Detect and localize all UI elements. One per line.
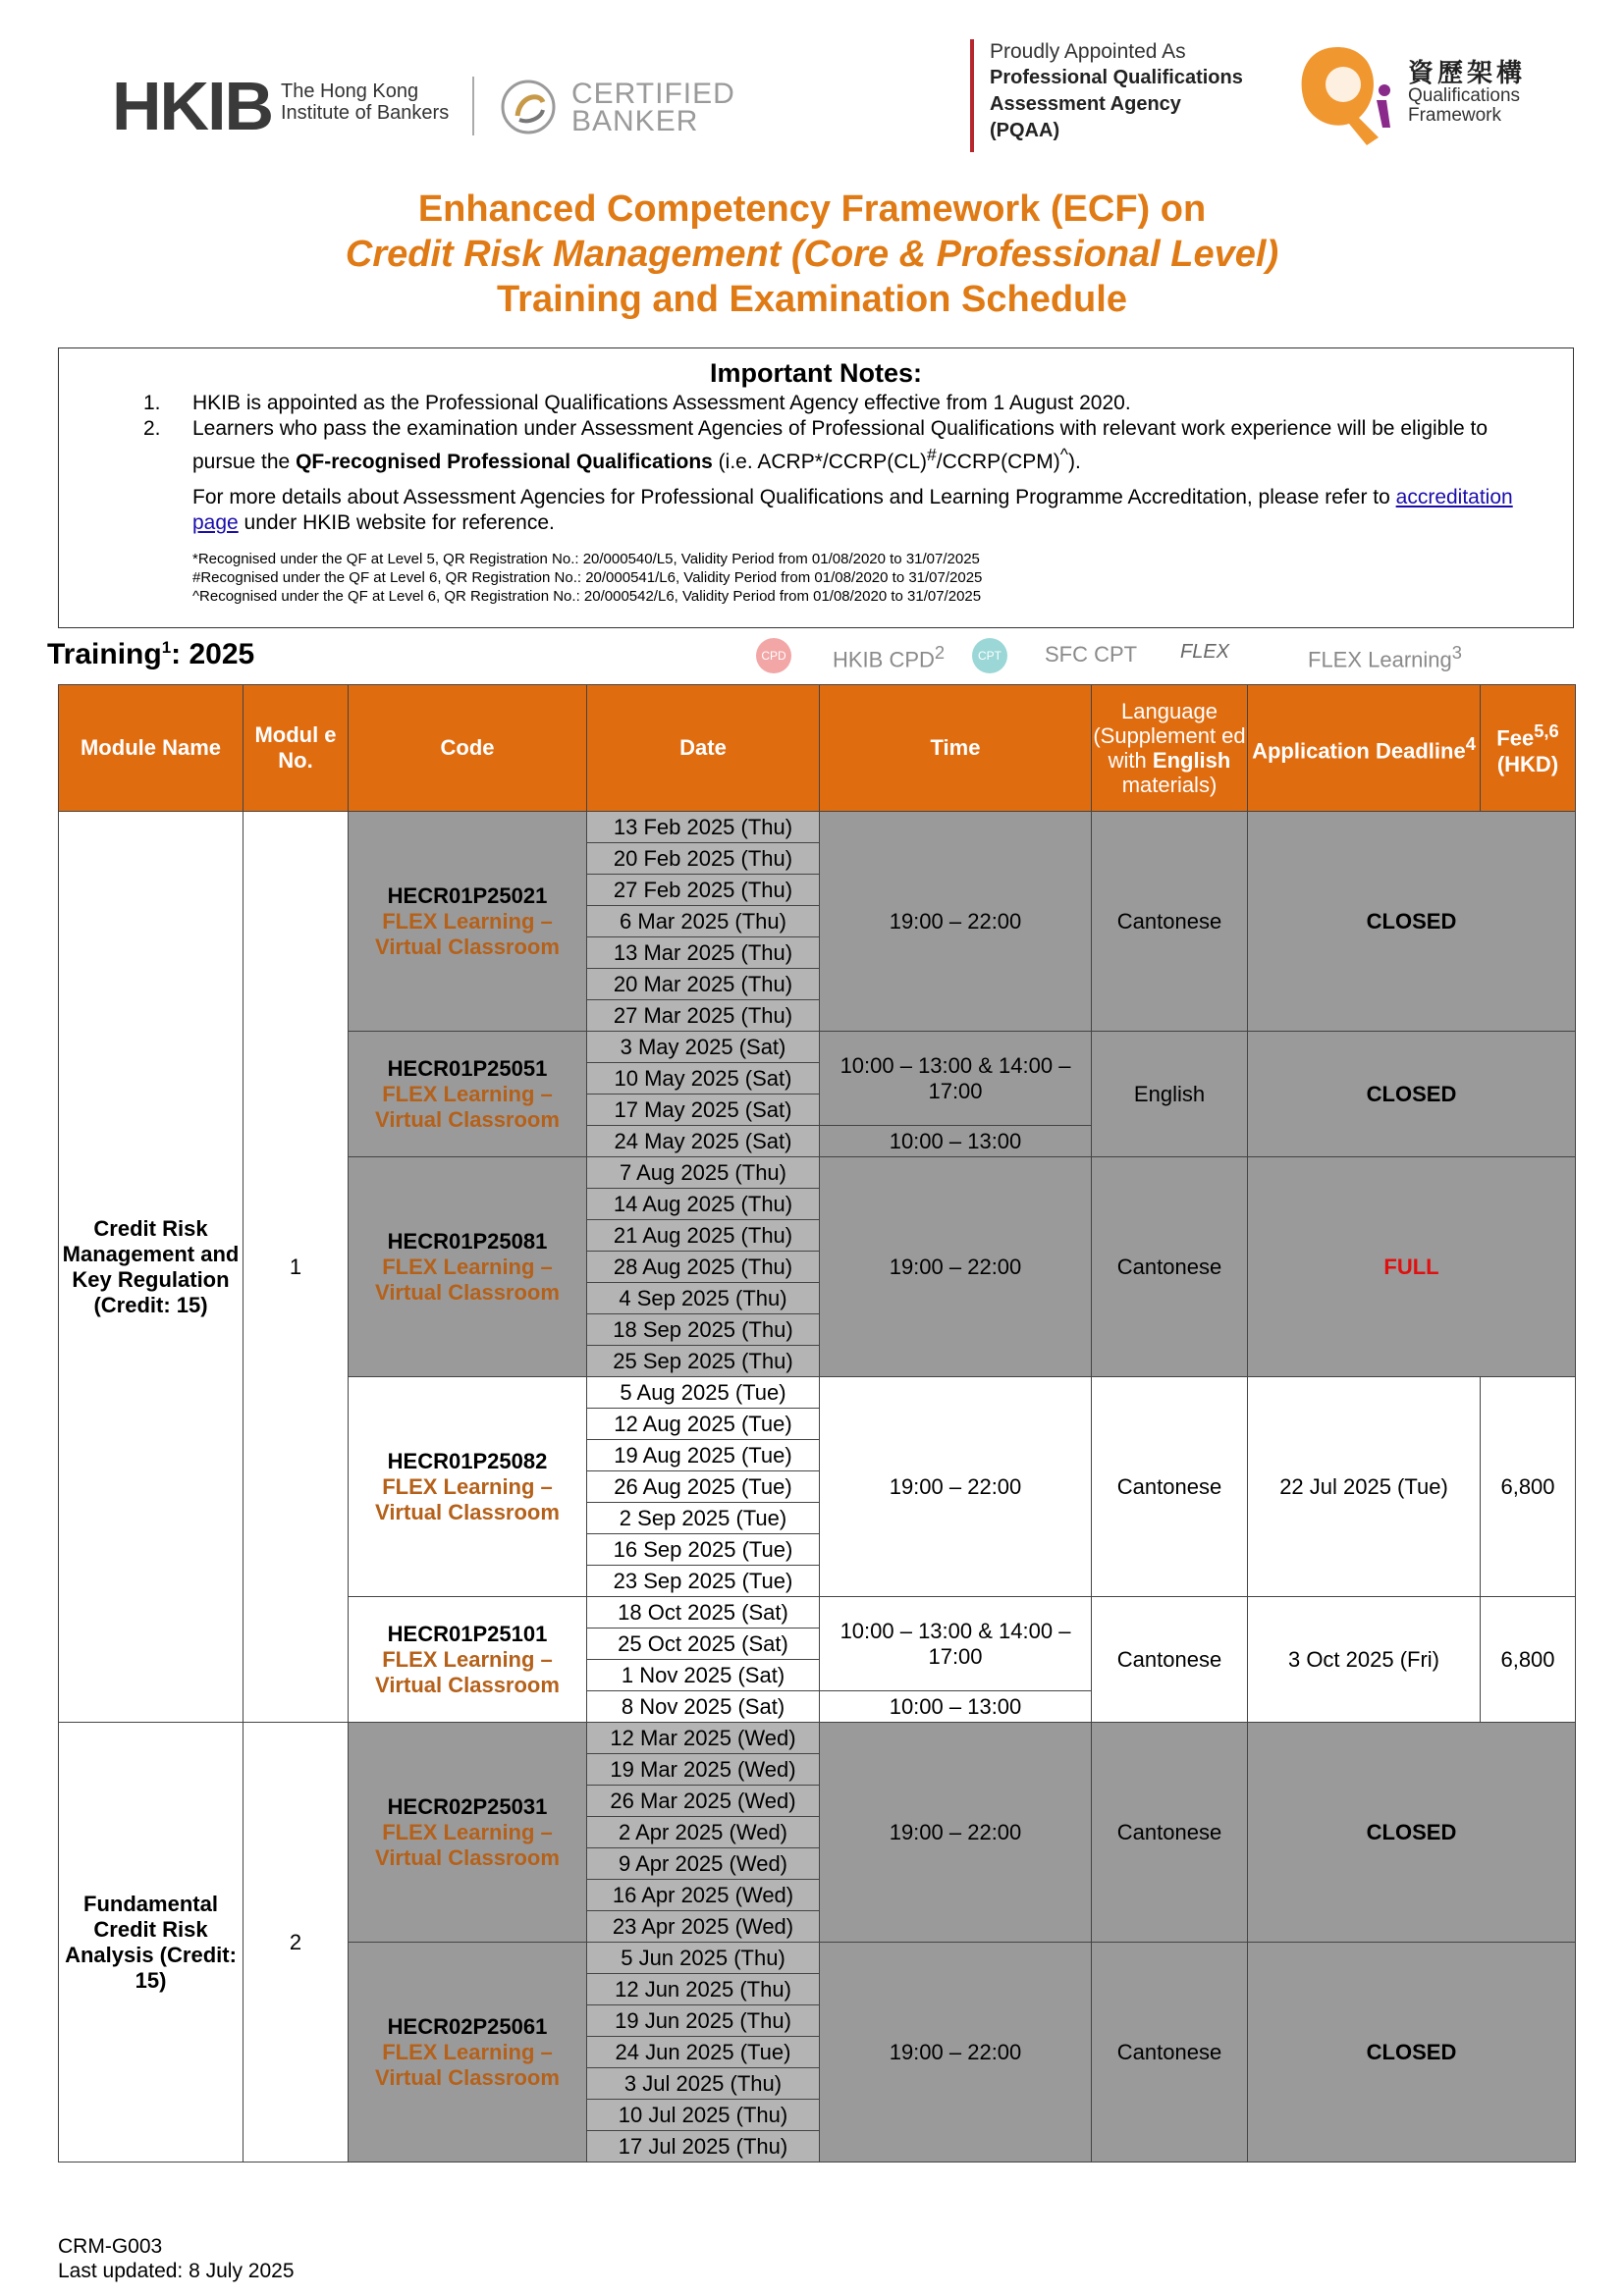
language-cell: English [1092,1032,1248,1157]
date-cell: 3 Jul 2025 (Thu) [587,2068,820,2100]
flex-mode-label: FLEX Learning – [382,1254,553,1279]
date-cell: 17 May 2025 (Sat) [587,1095,820,1126]
flex-mode-label: FLEX Learning – [382,1646,553,1672]
date-cell: 10 Jul 2025 (Thu) [587,2100,820,2131]
class-code: HECR01P25082 [387,1448,548,1473]
module-name-cell: Fundamental Credit Risk Analysis (Credit: 15) [59,1723,244,2163]
col-fee: Fee$^{5,6}$ (HKD) [1481,685,1576,812]
notes-list [59,391,1573,475]
qf-english-name: Qualifications Framework [1408,85,1521,126]
date-cell: 23 Apr 2025 (Wed) [587,1911,820,1943]
col-time: Time [820,685,1092,812]
time-cell: 10:00 – 13:00 [820,1691,1092,1723]
date-cell: 25 Oct 2025 (Sat) [587,1629,820,1660]
class-code: HECR02P25061 [387,2013,548,2039]
flex-mode-label: Virtual Classroom [375,2064,560,2090]
class-code-cell [349,1377,587,1597]
class-code: HECR01P25051 [387,1055,548,1081]
date-cell: 13 Mar 2025 (Thu) [587,937,820,969]
title-line-2: Credit Risk Management (Core & Professional Level) [345,234,1279,275]
flex-mode-label: Virtual Classroom [375,1106,560,1132]
language-cell: Cantonese [1092,1597,1248,1723]
date-cell: 8 Nov 2025 (Sat) [587,1691,820,1723]
date-cell: 1 Nov 2025 (Sat) [587,1660,820,1691]
date-cell: 21 Aug 2025 (Thu) [587,1220,820,1252]
status-cell: FULL [1248,1157,1576,1377]
time-cell: 10:00 – 13:00 & 14:00 – 17:00 [820,1032,1092,1126]
module-no-cell: 1 [244,812,349,1723]
date-cell: 12 Jun 2025 (Thu) [587,1974,820,2005]
date-cell: 18 Oct 2025 (Sat) [587,1597,820,1629]
accreditation-page-link[interactable]: accreditation page [192,486,1513,534]
flex-learning-icon: FLEX [1180,641,1230,663]
time-cell: 19:00 – 22:00 [820,1723,1092,1943]
page-title [0,187,1624,322]
table-header-row [59,685,1576,812]
page-header [102,39,1526,157]
certified-banker-text: CERTIFIED BANKER [571,78,735,137]
date-cell: 19 Mar 2025 (Wed) [587,1754,820,1786]
deadline-cell: 3 Oct 2025 (Fri) [1248,1597,1481,1723]
legend-flex: FLEX Learning$^3$ [1308,642,1462,672]
date-cell: 24 Jun 2025 (Tue) [587,2037,820,2068]
date-cell: 6 Mar 2025 (Thu) [587,906,820,937]
date-cell: 16 Apr 2025 (Wed) [587,1880,820,1911]
date-cell: 17 Jul 2025 (Thu) [587,2131,820,2163]
flex-mode-label: FLEX Learning – [382,908,553,934]
col-module-name: Module Name [59,685,244,812]
flex-mode-label: FLEX Learning – [382,1081,553,1106]
last-updated: Last updated: 8 July 2025 [58,2260,295,2282]
table-row [59,812,1576,843]
page-footer [58,2234,295,2283]
time-cell: 19:00 – 22:00 [820,1377,1092,1597]
col-code: Code [349,685,587,812]
col-language: Language (Supplement ed with English materials) [1092,685,1248,812]
flex-mode-label: FLEX Learning – [382,1819,553,1844]
certified-banker-mark-icon [500,79,557,135]
class-code: HECR01P25021 [387,882,548,908]
col-deadline: Application Deadline$^4$ [1248,685,1481,812]
date-cell: 19 Jun 2025 (Thu) [587,2005,820,2037]
date-cell: 26 Mar 2025 (Wed) [587,1786,820,1817]
table-row [59,1723,1576,1754]
module-no-cell: 2 [244,1723,349,2163]
schedule-table [58,684,1576,2163]
title-line-3: Training and Examination Schedule [497,279,1127,320]
class-code-cell [349,1157,587,1377]
date-cell: 12 Mar 2025 (Wed) [587,1723,820,1754]
flex-mode-label: Virtual Classroom [375,1672,560,1697]
status-cell: CLOSED [1248,812,1576,1032]
more-details-text: For more details about Assessment Agencies for Professional Qualifications and Learning Programme Accreditation, please refer to accreditation page under HKIB website for reference. [192,486,1513,534]
deadline-cell: 22 Jul 2025 (Tue) [1248,1377,1481,1597]
hkib-logo [102,59,735,157]
date-cell: 16 Sep 2025 (Tue) [587,1534,820,1566]
time-cell: 19:00 – 22:00 [820,812,1092,1032]
class-code: HECR01P25081 [387,1228,548,1254]
flex-mode-label: Virtual Classroom [375,934,560,959]
class-code-cell [349,812,587,1032]
note-item: 1. HKIB is appointed as the Professional Qualifications Assessment Agency effective from 1 August 2020. [143,392,1131,414]
legend-cpt: SFC CPT [1045,642,1138,667]
notes-footnotes: *Recognised under the QF at Level 5, QR Registration No.: 20/000540/L5, Validity Period from 01/08/2020 to 31/07/2025 #Recognised under the QF at Level 6, QR Registration No.: 20/000541/L6, Validity Period from 01/08/2020 to 31/07/2025 ^Recognised under the QF at Level 6, QR Registration No.: 20/000542/L6, Validity Period from 01/08/2020 to 31/07/2025 [192,551,983,605]
date-cell: 27 Feb 2025 (Thu) [587,875,820,906]
flex-mode-label: FLEX Learning – [382,1473,553,1499]
date-cell: 26 Aug 2025 (Tue) [587,1471,820,1503]
status-cell: CLOSED [1248,1032,1576,1157]
fee-cell: 6,800 [1481,1377,1576,1597]
date-cell: 23 Sep 2025 (Tue) [587,1566,820,1597]
date-cell: 10 May 2025 (Sat) [587,1063,820,1095]
date-cell: 20 Mar 2025 (Thu) [587,969,820,1000]
flex-mode-label: FLEX Learning – [382,2039,553,2064]
pqaa-badge: Proudly Appointed As Professional Qualifications Assessment Agency (PQAA) [970,39,1265,152]
training-heading: Training$^1$: 2025 [47,638,255,670]
hkib-logo-letters: HKIB [112,68,273,144]
time-cell: 19:00 – 22:00 [820,1943,1092,2163]
class-code-cell [349,1597,587,1723]
date-cell: 14 Aug 2025 (Thu) [587,1189,820,1220]
date-cell: 4 Sep 2025 (Thu) [587,1283,820,1314]
class-code: HECR01P25101 [387,1621,548,1646]
flex-mode-label: Virtual Classroom [375,1844,560,1870]
important-notes-box [58,347,1574,628]
date-cell: 25 Sep 2025 (Thu) [587,1346,820,1377]
time-cell: 19:00 – 22:00 [820,1157,1092,1377]
col-module-no: Modul e No. [244,685,349,812]
language-cell: Cantonese [1092,812,1248,1032]
date-cell: 24 May 2025 (Sat) [587,1126,820,1157]
cpt-icon: CPT [972,638,1007,673]
time-cell: 10:00 – 13:00 [820,1126,1092,1157]
date-cell: 18 Sep 2025 (Thu) [587,1314,820,1346]
date-cell: 5 Aug 2025 (Tue) [587,1377,820,1409]
notes-heading: Important Notes: [710,358,922,388]
status-cell: CLOSED [1248,1943,1576,2163]
hkib-logo-name: The Hong Kong Institute of Bankers [281,80,450,124]
date-cell: 12 Aug 2025 (Tue) [587,1409,820,1440]
time-cell: 10:00 – 13:00 & 14:00 – 17:00 [820,1597,1092,1691]
logo-divider [472,77,474,135]
date-cell: 20 Feb 2025 (Thu) [587,843,820,875]
title-line-1: Enhanced Competency Framework (ECF) on [417,188,1207,230]
date-cell: 3 May 2025 (Sat) [587,1032,820,1063]
flex-mode-label: Virtual Classroom [375,1499,560,1524]
flex-mode-label: Virtual Classroom [375,1279,560,1305]
note-item: 2. Learners who pass the examination under Assessment Agencies of Professional Qualifications with relevant work experience will be eligible to pursue the QF-recognised Professional Qualifications (i.e. ACRP*/CCRP(CL)#/CCRP(CPM)^). [143,417,1489,473]
class-code-cell [349,1032,587,1157]
date-cell: 27 Mar 2025 (Thu) [587,1000,820,1032]
date-cell: 2 Sep 2025 (Tue) [587,1503,820,1534]
language-cell: Cantonese [1092,1157,1248,1377]
class-code-cell [349,1723,587,1943]
date-cell: 9 Apr 2025 (Wed) [587,1848,820,1880]
col-date: Date [587,685,820,812]
fee-cell: 6,800 [1481,1597,1576,1723]
language-cell: Cantonese [1092,1377,1248,1597]
language-cell: Cantonese [1092,1943,1248,2163]
date-cell: 28 Aug 2025 (Thu) [587,1252,820,1283]
class-code-cell [349,1943,587,2163]
cpd-icon: CPD [756,638,791,673]
date-cell: 19 Aug 2025 (Tue) [587,1440,820,1471]
module-name-cell: Credit Risk Management and Key Regulation (Credit: 15) [59,812,244,1723]
document-code: CRM-G003 [58,2235,163,2258]
qf-chinese-name: 資歷架構 [1408,58,1527,87]
language-cell: Cantonese [1092,1723,1248,1943]
legend-cpd: HKIB CPD$^2$ [833,642,946,672]
date-cell: 2 Apr 2025 (Wed) [587,1817,820,1848]
date-cell: 13 Feb 2025 (Thu) [587,812,820,843]
status-cell: CLOSED [1248,1723,1576,1943]
date-cell: 5 Jun 2025 (Thu) [587,1943,820,1974]
date-cell: 7 Aug 2025 (Thu) [587,1157,820,1189]
class-code: HECR02P25031 [387,1793,548,1819]
